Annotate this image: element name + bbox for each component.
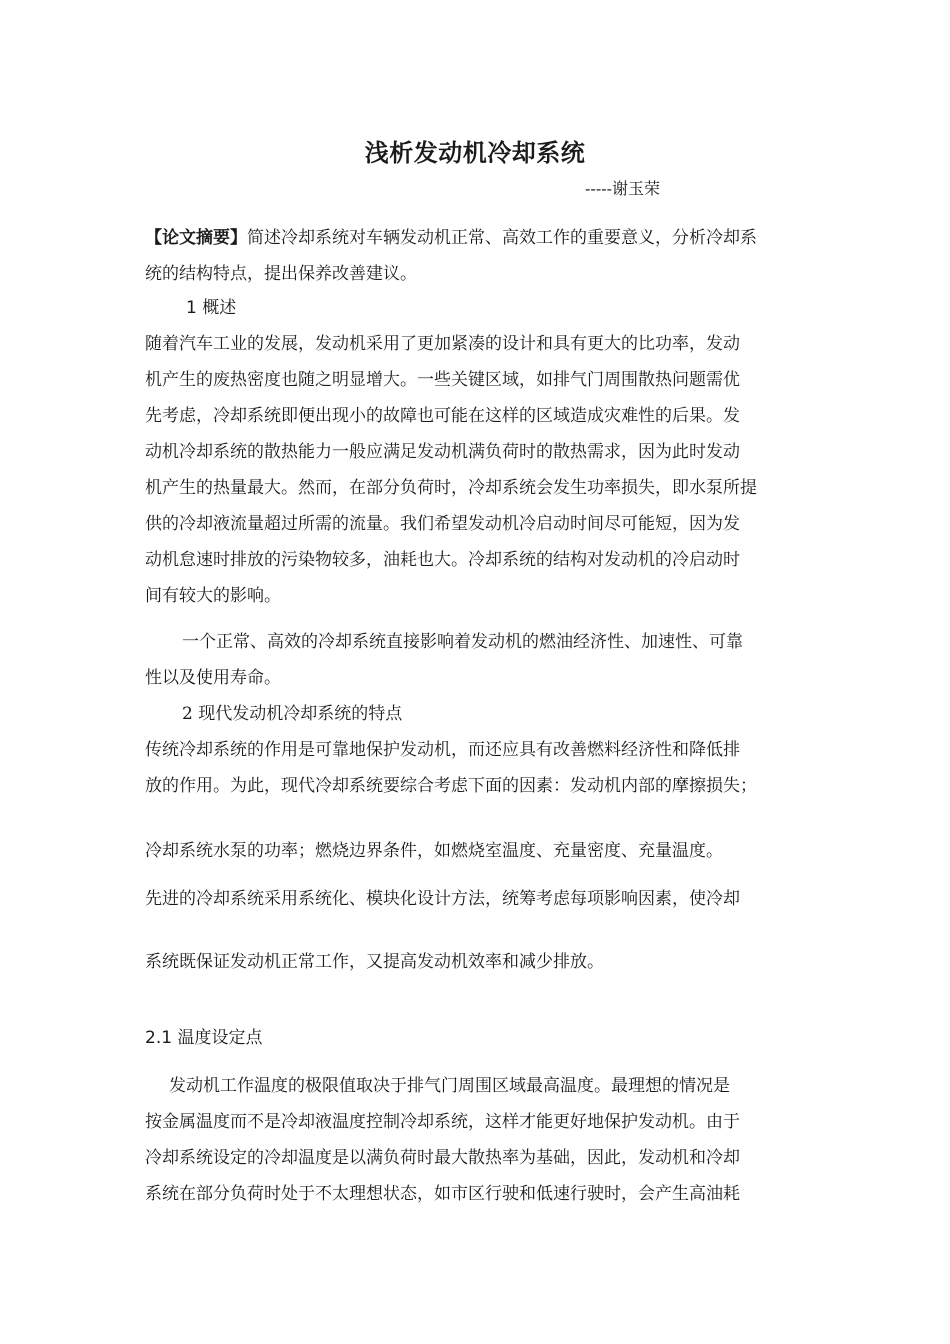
paragraph-line: 随着汽车工业的发展，发动机采用了更加紧凑的设计和具有更大的比功率，发动 xyxy=(145,334,740,354)
paragraph-line: 冷却系统水泵的功率；燃烧边界条件，如燃烧室温度、充量密度、充量温度。 xyxy=(145,841,723,861)
paragraph-line: 系统在部分负荷时处于不太理想状态，如市区行驶和低速行驶时，会产生高油耗 xyxy=(145,1184,740,1204)
section-2-paragraph-3 xyxy=(145,881,810,917)
section-number: 2.1 xyxy=(145,1028,173,1048)
section-2-heading: 2 现代发动机冷却系统的特点 xyxy=(182,704,403,724)
paragraph-line: 性以及使用寿命。 xyxy=(145,668,281,688)
section-title: 温度设定点 xyxy=(177,1028,263,1048)
paragraph-line: 动机冷却系统的散热能力一般应满足发动机满负荷时的散热需求，因为此时发动 xyxy=(145,442,740,462)
abstract-text-1: 简述冷却系统对车辆发动机正常、高效工作的重要意义，分析冷却系 xyxy=(247,228,757,248)
section-2-1-heading xyxy=(145,1020,262,1056)
paragraph-line: 先考虑，冷却系统即便出现小的故障也可能在这样的区域造成灾难性的后果。发 xyxy=(145,406,740,426)
section-1-heading: 1 概述 xyxy=(186,298,237,318)
paragraph-line: 冷却系统设定的冷却温度是以满负荷时最大散热率为基础，因此，发动机和冷却 xyxy=(145,1148,740,1168)
paragraph-line: 传统冷却系统的作用是可靠地保护发动机，而还应具有改善燃料经济性和降低排 xyxy=(145,740,740,760)
section-2-paragraph-4 xyxy=(145,944,810,980)
paragraph-line: 机产生的热量最大。然而，在部分负荷时，冷却系统会发生功率损失，即水泵所提 xyxy=(145,478,757,498)
paragraph-line: 按金属温度而不是冷却液温度控制冷却系统，这样才能更好地保护发动机。由于 xyxy=(145,1112,740,1132)
paragraph-line: 间有较大的影响。 xyxy=(145,586,281,606)
paragraph-line: 先进的冷却系统采用系统化、模块化设计方法，统筹考虑每项影响因素，使冷却 xyxy=(145,889,740,909)
paragraph-line: 一个正常、高效的冷却系统直接影响着发动机的燃油经济性、加速性、可靠 xyxy=(182,632,743,652)
paragraph-line: 机产生的废热密度也随之明显增大。一些关键区域，如排气门周围散热问题需优 xyxy=(145,370,740,390)
abstract xyxy=(145,220,810,292)
document-title: 浅析发动机冷却系统 xyxy=(364,138,586,167)
section-2-paragraph-2 xyxy=(145,833,810,869)
paragraph-line: 发动机工作温度的极限值取决于排气门周围区域最高温度。最理想的情况是 xyxy=(169,1076,730,1096)
section-2-paragraph-1 xyxy=(145,732,810,804)
paragraph-line: 供的冷却液流量超过所需的流量。我们希望发动机冷启动时间尽可能短，因为发 xyxy=(145,514,740,534)
section-1-paragraph-2 xyxy=(145,624,810,696)
abstract-text-2: 统的结构特点，提出保养改善建议。 xyxy=(145,264,417,284)
paragraph-line: 放的作用。为此，现代冷却系统要综合考虑下面的因素：发动机内部的摩擦损失； xyxy=(145,776,757,796)
section-1-paragraph-1 xyxy=(145,326,810,614)
section-2-1-paragraph-1 xyxy=(145,1068,810,1212)
paragraph-line: 系统既保证发动机正常工作，又提高发动机效率和减少排放。 xyxy=(145,952,604,972)
author-line: -----谢玉荣 xyxy=(585,179,661,198)
paragraph-line: 动机怠速时排放的污染物较多，油耗也大。冷却系统的结构对发动机的冷启动时 xyxy=(145,550,740,570)
abstract-label: 【论文摘要】 xyxy=(145,228,247,248)
